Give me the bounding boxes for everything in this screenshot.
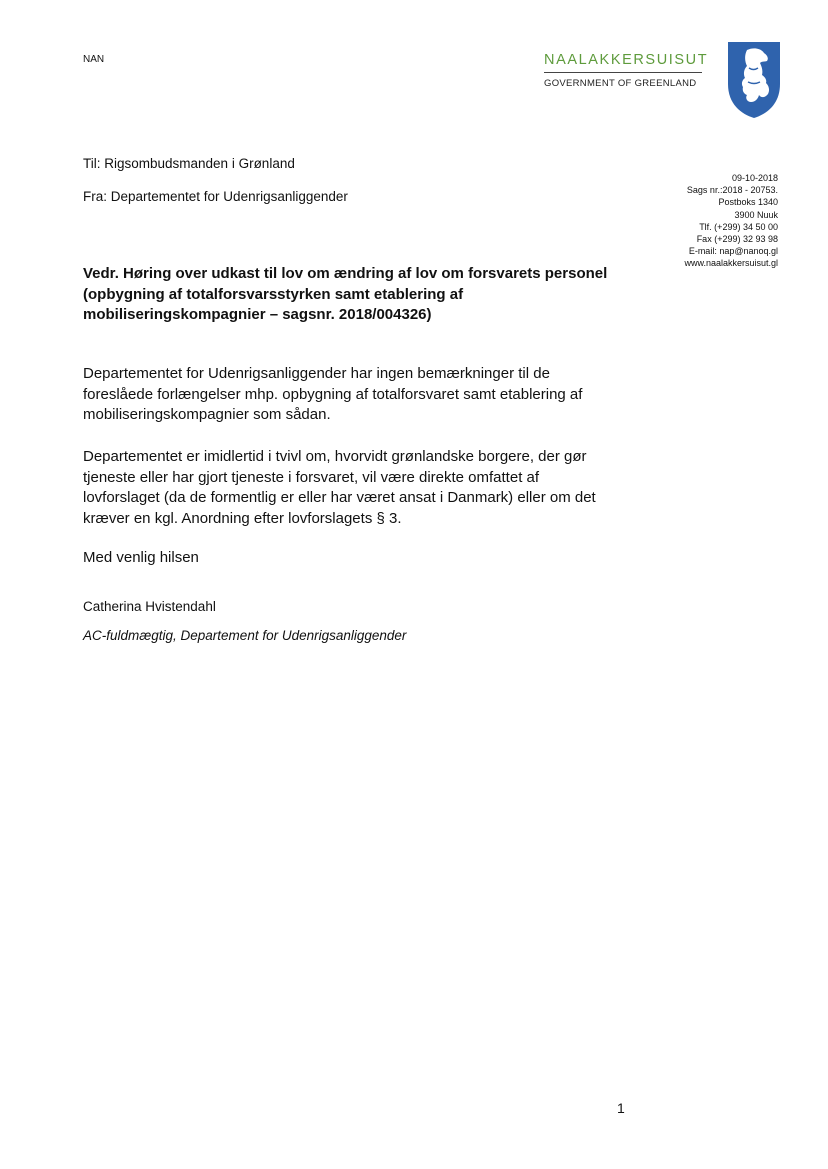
sender-line: Fra: Departementet for Udenrigsanliggender <box>83 189 348 204</box>
paragraph-line: foreslåede forlængelser mhp. opbygning af totalforsvaret samt etablering af <box>83 385 583 403</box>
meta-email: E-mail: nap@nanoq.gl <box>688 246 778 257</box>
paragraph-line: Departementet er imidlertid i tvivl om, hvorvidt grønlandske borgere, der gør <box>83 448 587 465</box>
sender-initials: NAN <box>83 54 105 65</box>
signer-title: AC-fuldmægtig, Departement for Udenrigsanliggender <box>83 628 407 643</box>
meta-city: 3900 Nuuk <box>734 209 778 220</box>
subject-line: Vedr. Høring over udkast til lov om ændring af lov om forsvarets personel <box>83 265 608 282</box>
body-paragraph-2 <box>83 447 628 529</box>
meta-postbox: Postboks 1340 <box>718 197 778 208</box>
meta-fax: Fax (+299) 32 93 98 <box>696 234 778 245</box>
meta-phone: Tlf. (+299) 34 50 00 <box>699 221 778 232</box>
paragraph-line: tjeneste eller har gjort tjeneste i forsvaret, vil være direkte omfattet af <box>83 468 540 486</box>
subject-heading <box>83 264 623 326</box>
closing-greeting: Med venlig hilsen <box>83 549 199 566</box>
meta-case-number: Sags nr.:2018 - 20753. <box>686 185 778 196</box>
signer-name: Catherina Hvistendahl <box>83 599 216 614</box>
paragraph-line: Departementet for Udenrigsanliggender har ingen bemærkninger til de <box>83 365 550 382</box>
paragraph-line: kræver en kgl. Anordning efter lovforslagets § 3. <box>83 509 402 527</box>
coat-of-arms-icon <box>725 40 783 120</box>
brand-divider <box>544 72 702 73</box>
body-paragraph-1 <box>83 364 628 426</box>
meta-date: 09-10-2018 <box>731 173 778 183</box>
paragraph-line: lovforslaget (da de formentlig er eller har været ansat i Danmark) eller om det <box>83 489 596 507</box>
page-number: 1 <box>617 1100 625 1116</box>
letter-meta <box>600 172 778 270</box>
brand-name: NAALAKKERSUISUT <box>544 52 709 68</box>
meta-website: www.naalakkersuisut.gl <box>684 258 778 269</box>
brand-subtitle: GOVERNMENT OF GREENLAND <box>544 78 697 89</box>
paragraph-line: mobiliseringskompagnier som sådan. <box>83 406 331 424</box>
recipient-line: Til: Rigsombudsmanden i Grønland <box>83 156 295 171</box>
subject-line: mobiliseringskompagnier – sagsnr. 2018/004326) <box>83 306 432 323</box>
subject-line: (opbygning af totalforsvarsstyrken samt etablering af <box>83 285 464 303</box>
